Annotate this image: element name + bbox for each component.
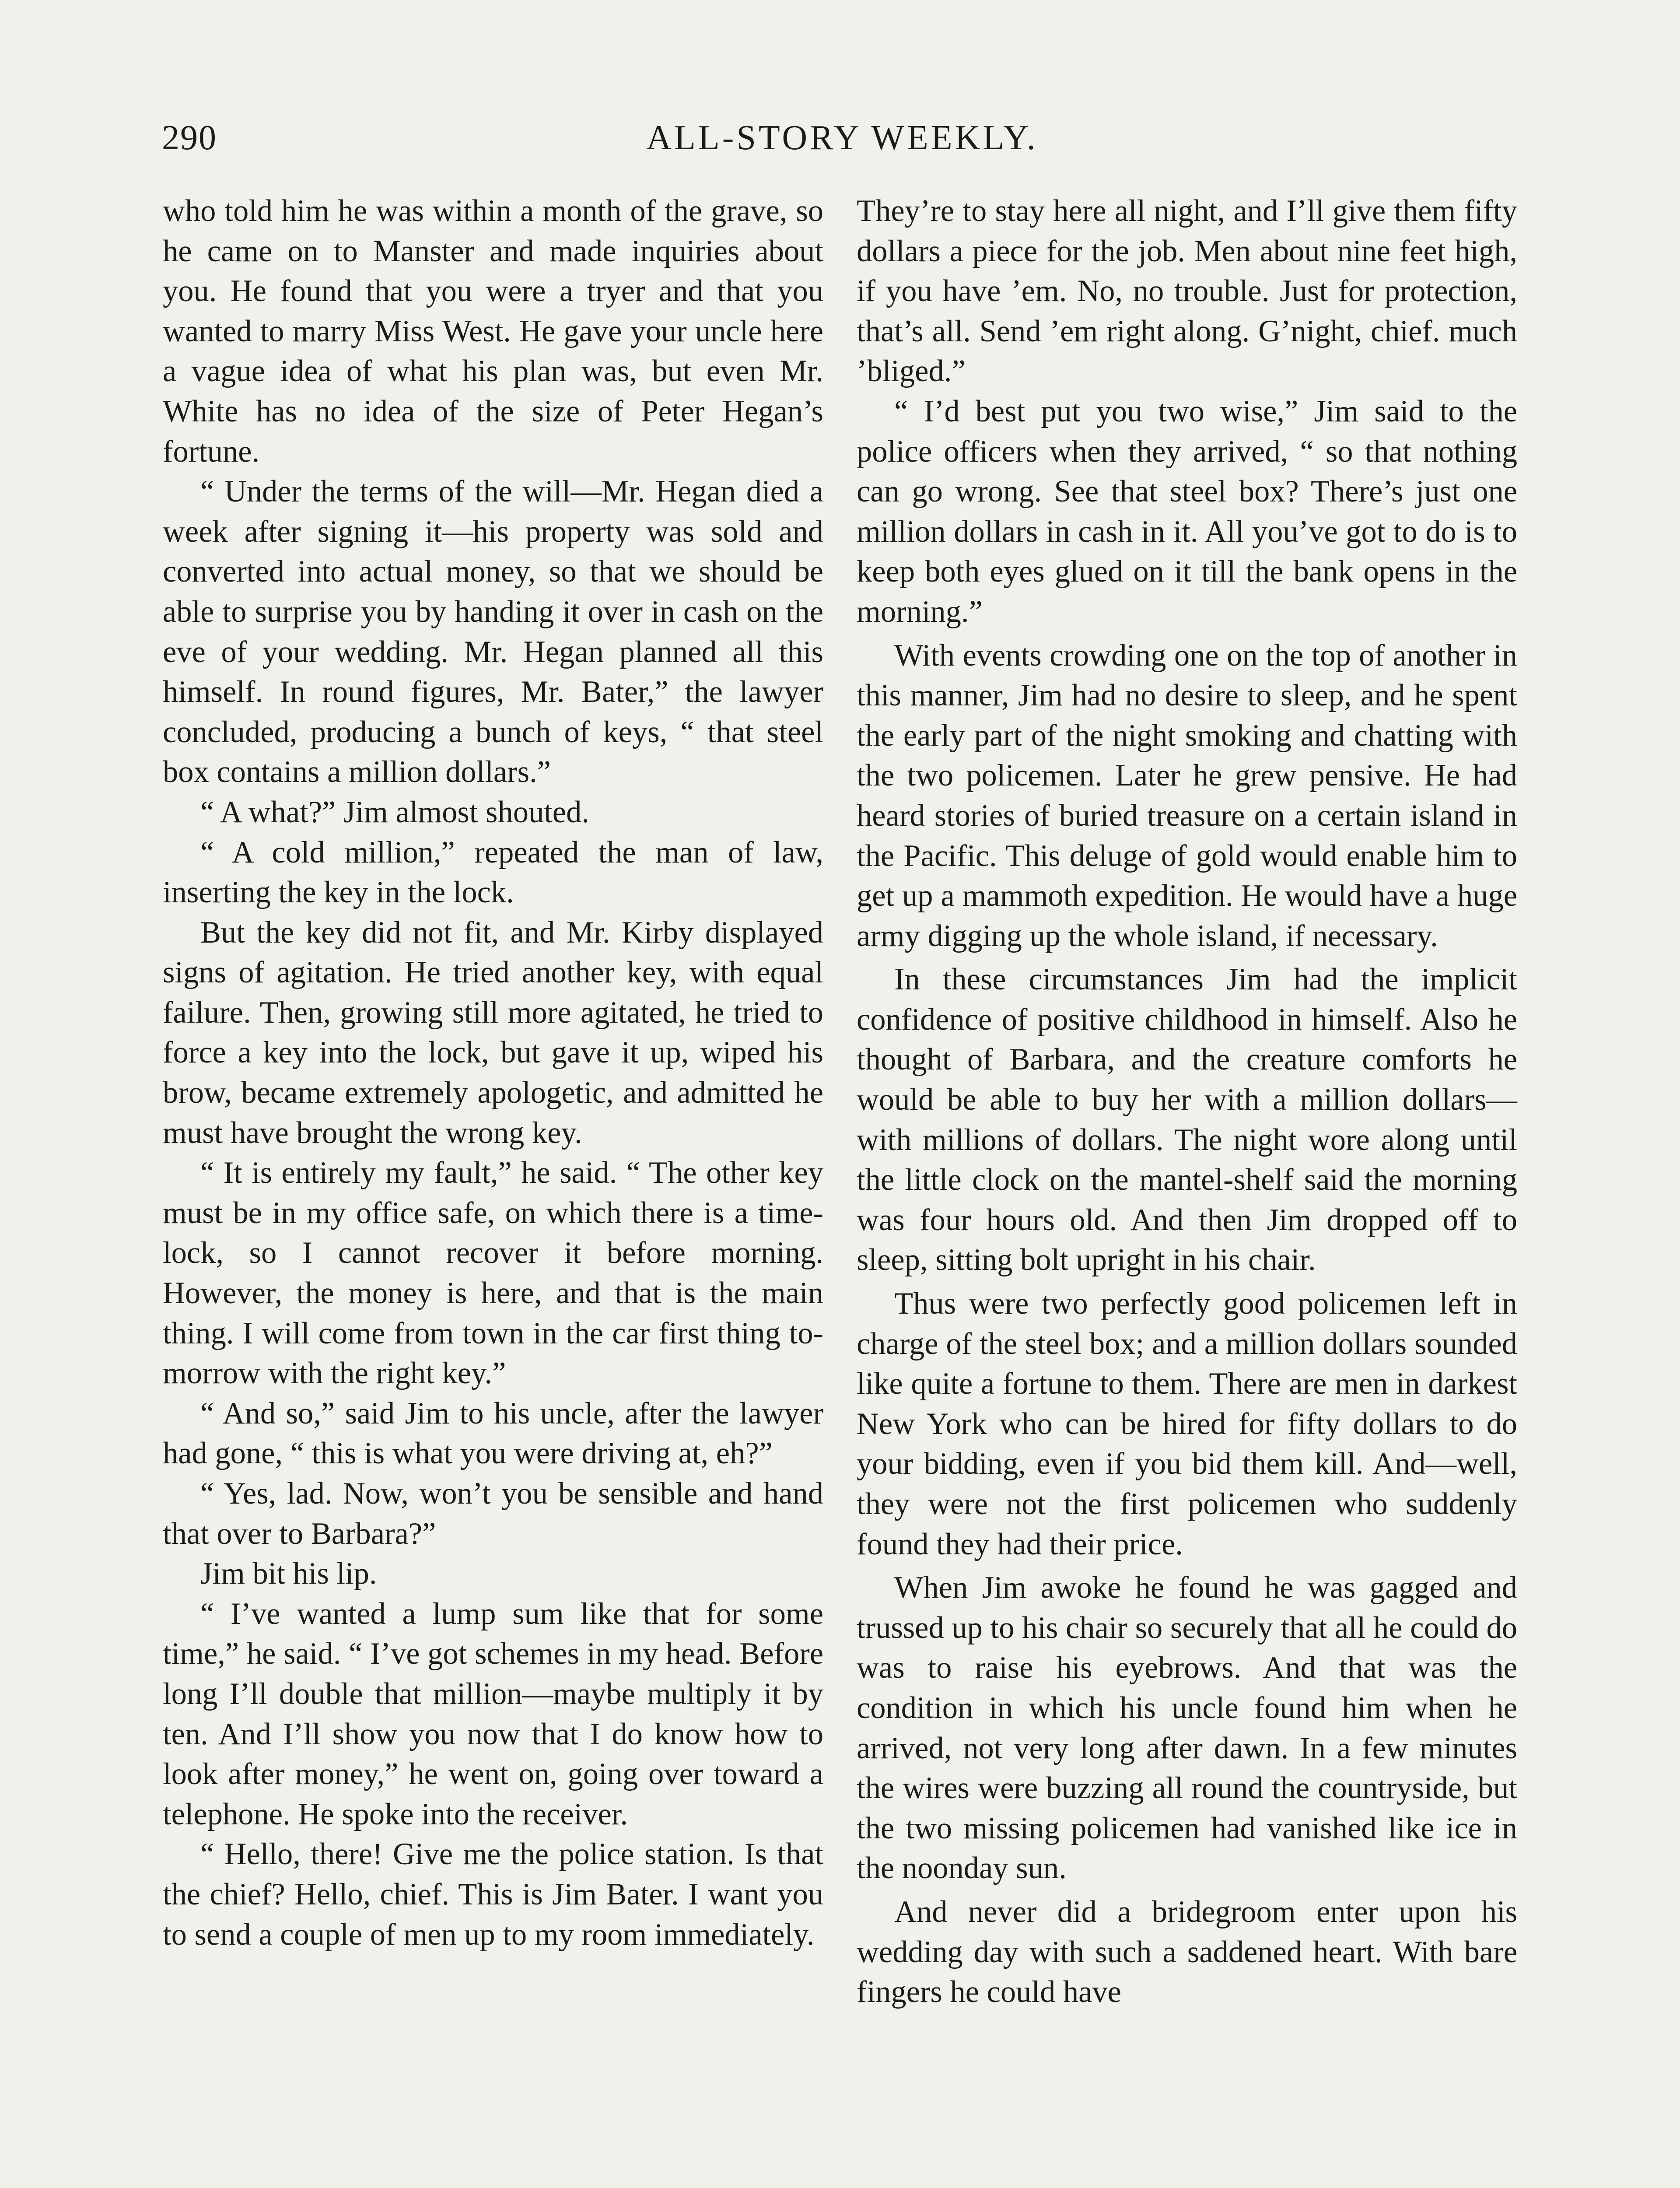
paragraph: In these circumstances Jim had the implicit confidence of positive childhood in himself. Also he thought of Barbara, and the creature comforts he would be able to buy her with a million dollars—with millions of dollars. The night wore along until the little clock on the mantel-shelf said the morning was four hours old. And then Jim dropped off to sleep, sitting bolt upright in his chair. [857, 962, 1517, 1277]
paragraph: And never did a bridegroom enter upon his wedding day with such a saddened heart. With bare fingers he could have [857, 1894, 1517, 2009]
paragraph: “ It is entirely my fault,” he said. “ The other key must be in my office safe, on which there is a time-lock, so I cannot recover it before morning. However, the money is here, and that is the main thing. I will come from town in the car first thing to-morrow with the right key.” [163, 1156, 823, 1391]
paragraph: “ Under the terms of the will—Mr. Hegan died a week after signing it—his property was sold and converted into actual money, so that we should be able to surprise you by handing it over in cash on the eve of your wedding. Mr. Hegan planned all this himself. In round figures, Mr. Bater,” the lawyer concluded, producing a bunch of keys, “ that steel box contains a million dollars.” [163, 474, 823, 789]
paragraph: who told him he was within a month of the grave, so he came on to Manster and made inquiries about you. He found that you were a tryer and that you wanted to marry Miss West. He gave your uncle here a vague idea of what his plan was, but even Mr. White has no idea of the size of Peter Hegan’s fortune. [163, 194, 823, 469]
paragraph: “ A cold million,” repeated the man of law, inserting the key in the lock. [163, 835, 823, 910]
right-column [857, 191, 1517, 2013]
paragraph: “ I’ve wanted a lump sum like that for some time,” he said. “ I’ve got schemes in my head. Before long I’ll double that million—maybe multiply it by ten. And I’ll show you now that I do know how to look after money,” he went on, going over toward a telephone. He spoke into the receiver. [163, 1596, 823, 1831]
page-number: 290 [162, 119, 217, 157]
left-column [163, 191, 823, 1955]
paragraph: When Jim awoke he found he was gagged and trussed up to his chair so securely that all he could do was to raise his eyebrows. And that was the condition in which his uncle found him when he arrived, not very long after dawn. In a few minutes the wires were buzzing all round the countryside, but the two missing policemen had vanished like ice in the noonday sun. [857, 1571, 1517, 1886]
running-title: ALL-STORY WEEKLY. [646, 119, 1038, 157]
paragraph: Jim bit his lip. [200, 1557, 377, 1591]
paragraph: They’re to stay here all night, and I’ll give them fifty dollars a piece for the job. Men about nine feet high, if you have ’em. No, no trouble. Just for protection, that’s all. Send ’em right along. G’night, chief. much ’bliged.” [857, 194, 1517, 389]
paragraph: “ And so,” said Jim to his uncle, after the lawyer had gone, “ this is what you were driving at, eh?” [163, 1396, 823, 1471]
paragraph: Thus were two perfectly good policemen left in charge of the steel box; and a million dollars sounded like quite a fortune to them. There are men in darkest New York who can be hired for fifty dollars to do your bidding, even if you bid them kill. And—well, they were not the first policemen who suddenly found they had their price. [857, 1287, 1517, 1561]
page-header [162, 118, 1522, 166]
paragraph: “ Yes, lad. Now, won’t you be sensible and hand that over to Barbara?” [163, 1476, 823, 1551]
paragraph: With events crowding one on the top of another in this manner, Jim had no desire to sleep, and he spent the early part of the night smoking and chatting with the two policemen. Later he grew pensive. He had heard stories of buried treasure on a certain island in the Pacific. This deluge of gold would enable him to get up a mammoth expedition. He would have a huge army digging up the whole island, if necessary. [857, 638, 1517, 953]
paragraph: “ I’d best put you two wise,” Jim said to the police officers when they arrived, “ so that nothing can go wrong. See that steel box? There’s just one million dollars in cash in it. All you’ve got to do is to keep both eyes glued on it till the bank opens in the morning.” [857, 394, 1517, 629]
paragraph: “ A what?” Jim almost shouted. [200, 795, 589, 829]
paragraph: But the key did not fit, and Mr. Kirby displayed signs of agitation. He tried another key, with equal failure. Then, growing still more agitated, he tried to force a key into the lock, but gave it up, wiped his brow, became extremely apologetic, and admitted he must have brought the wrong key. [163, 915, 823, 1150]
paragraph: “ Hello, there! Give me the police station. Is that the chief? Hello, chief. This is Jim Bater. I want you to send a couple of men up to my room immediately. [163, 1837, 823, 1952]
